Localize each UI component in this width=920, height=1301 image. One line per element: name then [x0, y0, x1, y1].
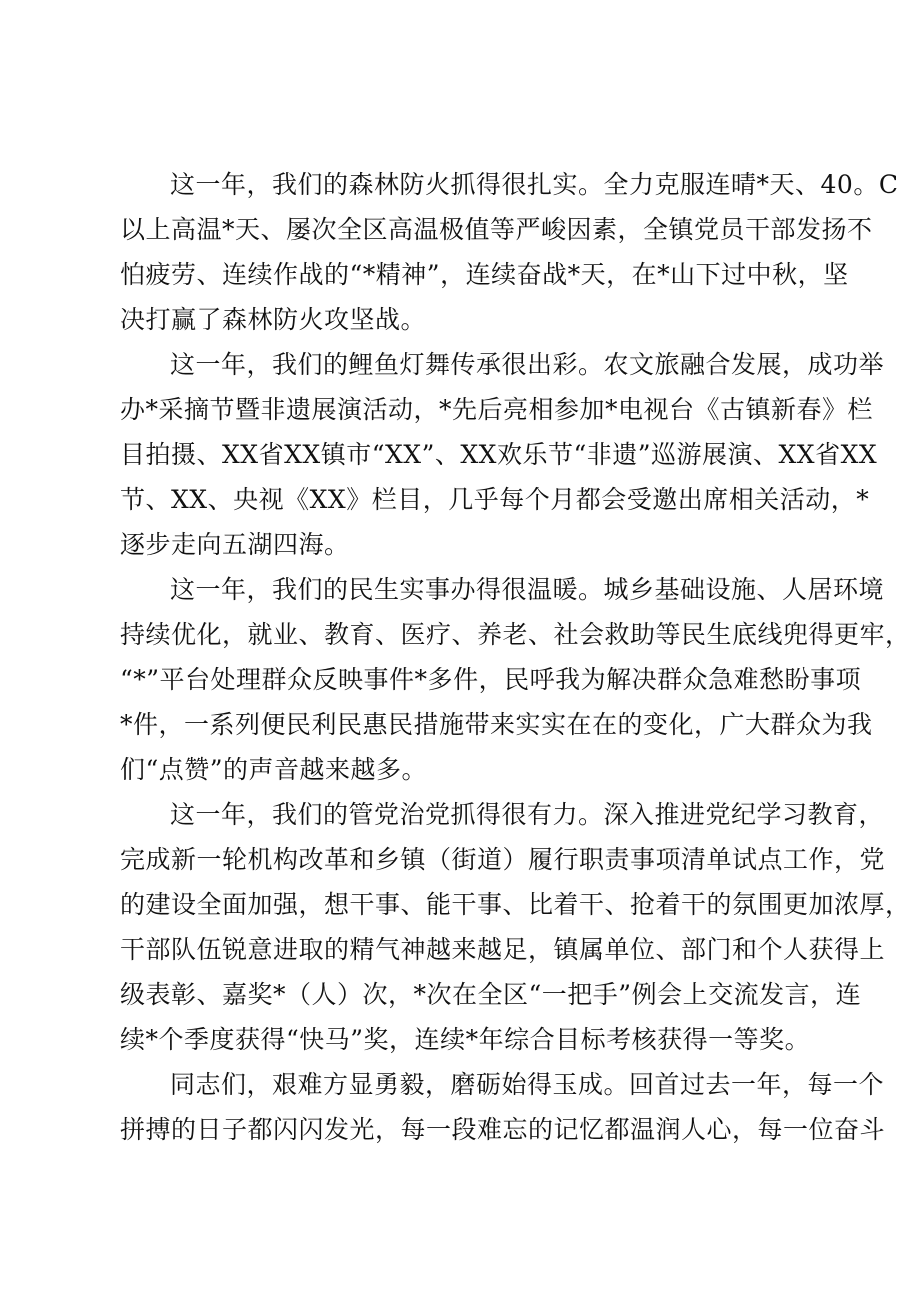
paragraph-1-line-3: 怕疲劳、连续作战的“*精神”，连续奋战*天，在*山下过中秋，坚 [120, 260, 849, 289]
paragraph-2-line-3: 目拍摄、XX省XX镇市“XX”、XX欢乐节“非遗”巡游展演、XX省XX [120, 440, 878, 469]
paragraph-4-line-6: 续*个季度获得“快马”奖，连续*年综合目标考核获得一等奖。 [120, 1025, 811, 1054]
paragraph-3-line-4: *件，一系列便民利民惠民措施带来实实在在的变化，广大群众为我 [120, 710, 873, 739]
paragraph-2-line-1: 这一年，我们的鲤鱼灯舞传承很出彩。农文旅融合发展，成功举 [170, 350, 885, 379]
paragraph-3-line-3: “*”平台处理群众反映事件*多件，民呼我为解决群众急难愁盼事项 [120, 665, 862, 694]
paragraph-4-line-3: 的建设全面加强，想干事、能干事、比着干、抢着干的氛围更加浓厚， [120, 890, 911, 919]
paragraph-3-line-1: 这一年，我们的民生实事办得很温暖。城乡基础设施、人居环境 [170, 575, 885, 604]
paragraph-2-line-5: 逐步走向五湖四海。 [120, 530, 350, 559]
paragraph-4-line-4: 干部队伍锐意进取的精气神越来越足，镇属单位、部门和个人获得上 [120, 935, 886, 964]
paragraph-4-line-2: 完成新一轮机构改革和乡镇（街道）履行职责事项清单试点工作，党 [120, 845, 886, 874]
paragraph-3-line-2: 持续优化，就业、教育、医疗、养老、社会救助等民生底线兜得更牢， [120, 620, 911, 649]
paragraph-5-line-2: 拼搏的日子都闪闪发光，每一段难忘的记忆都温润人心，每一位奋斗 [120, 1115, 886, 1144]
paragraph-3-line-5: 们“点赞”的声音越来越多。 [120, 755, 428, 784]
paragraph-1-line-2: 以上高温*天、屡次全区高温极值等严峻因素，全镇党员干部发扬不 [120, 215, 873, 244]
paragraph-4-line-5: 级表彰、嘉奖*（人）次，*次在全区“一把手”例会上交流发言，连 [120, 980, 862, 1009]
paragraph-2-line-2: 办*采摘节暨非遗展演活动，*先后亮相参加*电视台《古镇新春》栏 [120, 395, 874, 424]
paragraph-1-line-4: 决打赢了森林防火攻坚战。 [120, 305, 427, 334]
paragraph-1-line-1: 这一年，我们的森林防火抓得很扎实。全力克服连晴*天、40。C [170, 170, 899, 199]
paragraph-2-line-4: 节、XX、央视《XX》栏目，几乎每个月都会受邀出席相关活动，* [120, 485, 870, 514]
paragraph-4-line-1: 这一年，我们的管党治党抓得很有力。深入推进党纪学习教育， [170, 800, 885, 829]
paragraph-5-line-1: 同志们，艰难方显勇毅，磨砺始得玉成。回首过去一年，每一个 [170, 1070, 885, 1099]
